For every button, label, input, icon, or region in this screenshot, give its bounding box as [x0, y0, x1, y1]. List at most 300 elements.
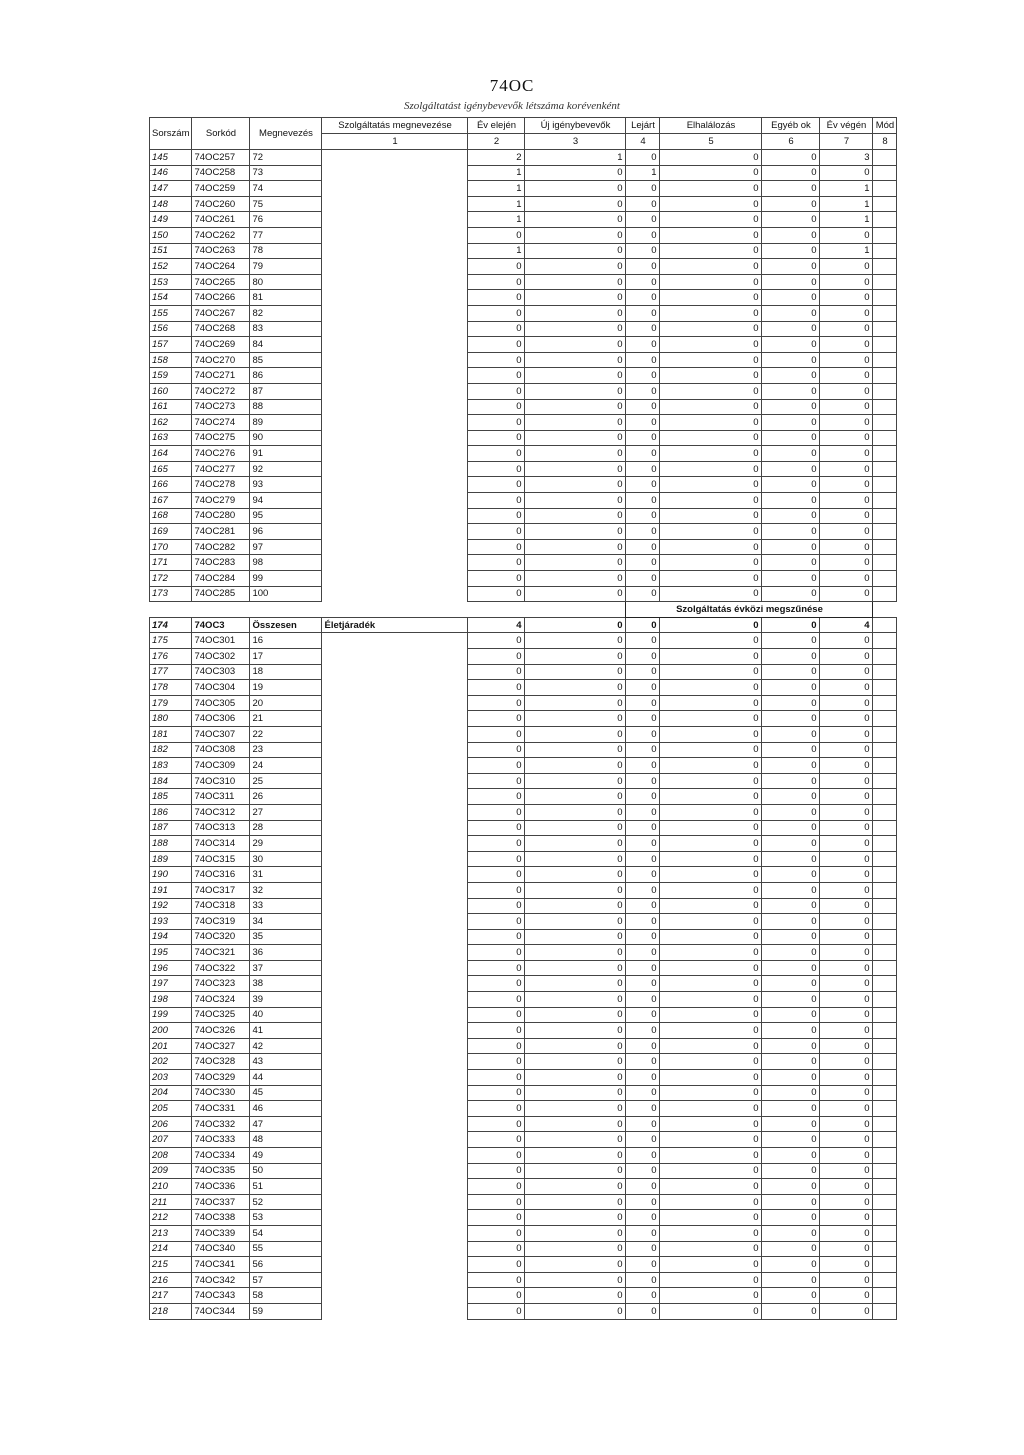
- mod-cell: [873, 804, 897, 820]
- ev-elejen-value: 0: [468, 695, 525, 711]
- ev-vegen-value: 0: [820, 1194, 873, 1210]
- service-cell: [322, 992, 468, 1008]
- ev-elejen-value: 0: [468, 1070, 525, 1086]
- lejart-value: 0: [626, 992, 660, 1008]
- row-number: 211: [150, 1194, 192, 1210]
- row-code: 74OC284: [192, 571, 250, 587]
- elhalalozas-value: 0: [660, 1054, 762, 1070]
- row-code: 74OC279: [192, 493, 250, 509]
- elhalalozas-value: 0: [660, 555, 762, 571]
- row-code: 74OC313: [192, 820, 250, 836]
- ev-vegen-value: 0: [820, 352, 873, 368]
- egyeb-value: 0: [762, 259, 820, 275]
- row-number: 202: [150, 1054, 192, 1070]
- uj-value: 0: [525, 773, 626, 789]
- table-row: [150, 1038, 897, 1054]
- uj-value: 0: [525, 415, 626, 431]
- elhalalozas-value: 0: [660, 820, 762, 836]
- uj-value: 0: [525, 196, 626, 212]
- elhalalozas-value: 0: [660, 290, 762, 306]
- elhalalozas-value: 0: [660, 992, 762, 1008]
- row-code: 74OC334: [192, 1148, 250, 1164]
- row-name: 36: [250, 945, 322, 961]
- mod-cell: [873, 898, 897, 914]
- lejart-value: 0: [626, 461, 660, 477]
- elhalalozas-value: 0: [660, 399, 762, 415]
- row-name: 92: [250, 461, 322, 477]
- service-cell: [322, 446, 468, 462]
- row-number: 167: [150, 493, 192, 509]
- row-number: 195: [150, 945, 192, 961]
- uj-value: 0: [525, 836, 626, 852]
- ev-vegen-value: 0: [820, 742, 873, 758]
- row-name: 24: [250, 758, 322, 774]
- row-name: 55: [250, 1241, 322, 1257]
- row-name: 26: [250, 789, 322, 805]
- mod-cell: [873, 227, 897, 243]
- ev-vegen-value: 0: [820, 477, 873, 493]
- table-row: [150, 555, 897, 571]
- ev-elejen-value: 0: [468, 383, 525, 399]
- uj-value: 0: [525, 1179, 626, 1195]
- header-sorkod: Sorkód: [192, 118, 250, 150]
- table-row: [150, 259, 897, 275]
- row-code: 74OC268: [192, 321, 250, 337]
- service-terminated-banner: Szolgáltatás évközi megszűnése: [626, 602, 873, 618]
- elhalalozas-value: 0: [660, 742, 762, 758]
- ev-elejen-value: 0: [468, 804, 525, 820]
- service-cell: [322, 399, 468, 415]
- lejart-value: 0: [626, 976, 660, 992]
- header-megnevezes: Megnevezés: [250, 118, 322, 150]
- table-row: [150, 477, 897, 493]
- service-cell: [322, 1007, 468, 1023]
- egyeb-value: 0: [762, 836, 820, 852]
- table-row: [150, 649, 897, 665]
- service-cell: [322, 212, 468, 228]
- mod-cell: [873, 1288, 897, 1304]
- service-cell: [322, 1225, 468, 1241]
- row-name: 73: [250, 165, 322, 181]
- row-number: 184: [150, 773, 192, 789]
- table-row: [150, 1272, 897, 1288]
- row-name: 54: [250, 1225, 322, 1241]
- egyeb-value: 0: [762, 555, 820, 571]
- egyeb-value: 0: [762, 1163, 820, 1179]
- mod-cell: [873, 477, 897, 493]
- uj-value: 0: [525, 555, 626, 571]
- row-number: 188: [150, 836, 192, 852]
- table-row: [150, 181, 897, 197]
- data-table: [149, 117, 897, 1320]
- row-code: 74OC327: [192, 1038, 250, 1054]
- ev-vegen-value: 0: [820, 1148, 873, 1164]
- service-cell: [322, 898, 468, 914]
- row-number: 162: [150, 415, 192, 431]
- ev-vegen-value: 0: [820, 571, 873, 587]
- table-row: [150, 383, 897, 399]
- row-number: 197: [150, 976, 192, 992]
- ev-vegen-value: 0: [820, 851, 873, 867]
- row-name: 72: [250, 150, 322, 166]
- row-number: 163: [150, 430, 192, 446]
- lejart-value: 0: [626, 259, 660, 275]
- elhalalozas-value: 0: [660, 726, 762, 742]
- uj-value: 0: [525, 882, 626, 898]
- ev-vegen-value: 1: [820, 181, 873, 197]
- table-row: [150, 914, 897, 930]
- elhalalozas-value: 0: [660, 321, 762, 337]
- table-row: [150, 165, 897, 181]
- ev-elejen-value: 0: [468, 851, 525, 867]
- mod-cell: [873, 539, 897, 555]
- elhalalozas-value: 0: [660, 1007, 762, 1023]
- row-code: 74OC272: [192, 383, 250, 399]
- row-code: 74OC336: [192, 1179, 250, 1195]
- row-number: 176: [150, 649, 192, 665]
- lejart-value: 0: [626, 898, 660, 914]
- uj-value: 0: [525, 227, 626, 243]
- egyeb-value: 0: [762, 571, 820, 587]
- lejart-value: 0: [626, 477, 660, 493]
- header-row: [150, 118, 897, 134]
- elhalalozas-value: 0: [660, 664, 762, 680]
- mod-cell: [873, 1163, 897, 1179]
- uj-value: 0: [525, 1194, 626, 1210]
- mod-cell: [873, 1303, 897, 1319]
- egyeb-value: 0: [762, 337, 820, 353]
- service-cell: [322, 867, 468, 883]
- uj-value: 0: [525, 945, 626, 961]
- row-name: 51: [250, 1179, 322, 1195]
- row-number: 210: [150, 1179, 192, 1195]
- table-row: [150, 680, 897, 696]
- ev-vegen-value: 0: [820, 882, 873, 898]
- uj-value: 0: [525, 742, 626, 758]
- row-code: 74OC262: [192, 227, 250, 243]
- row-name: 58: [250, 1288, 322, 1304]
- uj-value: 0: [525, 1038, 626, 1054]
- egyeb-value: 0: [762, 726, 820, 742]
- ev-vegen-value: 0: [820, 415, 873, 431]
- ev-vegen-value: 0: [820, 586, 873, 602]
- service-cell: [322, 664, 468, 680]
- service-cell: [322, 1070, 468, 1086]
- elhalalozas-value: 0: [660, 789, 762, 805]
- ev-elejen-value: 0: [468, 945, 525, 961]
- mod-cell: [873, 571, 897, 587]
- row-number: 165: [150, 461, 192, 477]
- row-name: 84: [250, 337, 322, 353]
- table-row: [150, 1225, 897, 1241]
- egyeb-value: 0: [762, 804, 820, 820]
- lejart-value: 0: [626, 368, 660, 384]
- mod-cell: [873, 430, 897, 446]
- header-elhalalozas: Elhalálozás: [660, 118, 762, 134]
- page-title: 74OC: [489, 76, 535, 95]
- row-code: 74OC312: [192, 804, 250, 820]
- ev-vegen-value: 0: [820, 321, 873, 337]
- row-name: 85: [250, 352, 322, 368]
- egyeb-value: 0: [762, 1272, 820, 1288]
- ev-vegen-value: 0: [820, 1241, 873, 1257]
- row-number: 178: [150, 680, 192, 696]
- row-name: 89: [250, 415, 322, 431]
- table-row: [150, 695, 897, 711]
- row-number: 187: [150, 820, 192, 836]
- table-row: [150, 992, 897, 1008]
- ev-elejen-value: 0: [468, 711, 525, 727]
- lejart-value: 0: [626, 758, 660, 774]
- row-code: 74OC274: [192, 415, 250, 431]
- elhalalozas-value: 0: [660, 649, 762, 665]
- row-number: 164: [150, 446, 192, 462]
- row-code: 74OC318: [192, 898, 250, 914]
- ev-elejen-value: 0: [468, 368, 525, 384]
- mod-cell: [873, 212, 897, 228]
- elhalalozas-value: 0: [660, 960, 762, 976]
- uj-value: 0: [525, 726, 626, 742]
- col-number: 6: [762, 134, 820, 150]
- row-number: 192: [150, 898, 192, 914]
- table-row: [150, 898, 897, 914]
- elhalalozas-value: 0: [660, 1101, 762, 1117]
- mod-cell: [873, 274, 897, 290]
- spacer-cell: [192, 602, 250, 618]
- header-ev-elejen: Év elején: [468, 118, 525, 134]
- lejart-value: 0: [626, 1148, 660, 1164]
- row-name: 88: [250, 399, 322, 415]
- egyeb-value: 0: [762, 586, 820, 602]
- uj-value: 0: [525, 1225, 626, 1241]
- uj-value: 0: [525, 1085, 626, 1101]
- mod-cell: [873, 1132, 897, 1148]
- uj-value: 1: [525, 150, 626, 166]
- mod-cell: [873, 820, 897, 836]
- uj-value: 0: [525, 461, 626, 477]
- mod-cell: [873, 758, 897, 774]
- ev-elejen-value: 0: [468, 524, 525, 540]
- ev-vegen-value: 0: [820, 1085, 873, 1101]
- col-number: 4: [626, 134, 660, 150]
- lejart-value: 0: [626, 1007, 660, 1023]
- ev-elejen-value: 0: [468, 1148, 525, 1164]
- service-cell: [322, 430, 468, 446]
- lejart-value: 0: [626, 383, 660, 399]
- mod-cell: [873, 461, 897, 477]
- row-number: 157: [150, 337, 192, 353]
- ev-elejen-value: 0: [468, 867, 525, 883]
- service-cell: [322, 695, 468, 711]
- elhalalozas-value: 0: [660, 1257, 762, 1273]
- ev-vegen-value: 0: [820, 383, 873, 399]
- ev-vegen-value: 0: [820, 1303, 873, 1319]
- mod-cell: [873, 524, 897, 540]
- ev-elejen-value: 1: [468, 243, 525, 259]
- row-code: 74OC285: [192, 586, 250, 602]
- elhalalozas-value: 0: [660, 1085, 762, 1101]
- mod-cell: [873, 633, 897, 649]
- uj-value: 0: [525, 1272, 626, 1288]
- lejart-value: 0: [626, 243, 660, 259]
- table-row: [150, 726, 897, 742]
- row-code: 74OC328: [192, 1054, 250, 1070]
- egyeb-value: 0: [762, 1101, 820, 1117]
- row-name: 37: [250, 960, 322, 976]
- lejart-value: 0: [626, 321, 660, 337]
- elhalalozas-value: 0: [660, 586, 762, 602]
- service-cell: [322, 305, 468, 321]
- table-row: [150, 415, 897, 431]
- uj-value: 0: [525, 914, 626, 930]
- ev-elejen-value: 0: [468, 1023, 525, 1039]
- uj-value: 0: [525, 1070, 626, 1086]
- lejart-value: 0: [626, 305, 660, 321]
- row-name: 100: [250, 586, 322, 602]
- header-egyeb-ok: Egyéb ok: [762, 118, 820, 134]
- egyeb-value: 0: [762, 383, 820, 399]
- egyeb-value: 0: [762, 1288, 820, 1304]
- lejart-value: 0: [626, 539, 660, 555]
- service-cell: [322, 1148, 468, 1164]
- ev-elejen-value: 0: [468, 1179, 525, 1195]
- table-row: [150, 1132, 897, 1148]
- row-name: 18: [250, 664, 322, 680]
- row-number: 206: [150, 1116, 192, 1132]
- egyeb-value: 0: [762, 1007, 820, 1023]
- row-name: 35: [250, 929, 322, 945]
- elhalalozas-value: 0: [660, 524, 762, 540]
- lejart-value: 0: [626, 773, 660, 789]
- row-code: 74OC276: [192, 446, 250, 462]
- mod-cell: [873, 773, 897, 789]
- lejart-value: 0: [626, 1163, 660, 1179]
- mod-cell: [873, 1194, 897, 1210]
- egyeb-value: 0: [762, 399, 820, 415]
- service-cell: [322, 196, 468, 212]
- lejart-value: 0: [626, 352, 660, 368]
- elhalalozas-value: 0: [660, 493, 762, 509]
- elhalalozas-value: 0: [660, 571, 762, 587]
- row-number: 208: [150, 1148, 192, 1164]
- service-cell: [322, 976, 468, 992]
- ev-vegen-value: 0: [820, 929, 873, 945]
- col-number: 3: [525, 134, 626, 150]
- mod-cell: [873, 508, 897, 524]
- lejart-value: 0: [626, 571, 660, 587]
- ev-elejen-value: 0: [468, 726, 525, 742]
- service-cell: [322, 1241, 468, 1257]
- uj-value: 0: [525, 368, 626, 384]
- uj-value: 0: [525, 399, 626, 415]
- service-cell: [322, 181, 468, 197]
- ev-vegen-value: 0: [820, 758, 873, 774]
- row-code: 74OC270: [192, 352, 250, 368]
- row-code: 74OC316: [192, 867, 250, 883]
- row-code: 74OC325: [192, 1007, 250, 1023]
- lejart-value: 0: [626, 914, 660, 930]
- elhalalozas-value: 0: [660, 836, 762, 852]
- ev-elejen-value: 4: [468, 617, 525, 633]
- row-number: 189: [150, 851, 192, 867]
- ev-vegen-value: 0: [820, 305, 873, 321]
- service-cell: [322, 321, 468, 337]
- ev-elejen-value: 1: [468, 196, 525, 212]
- row-code: 74OC321: [192, 945, 250, 961]
- table-row: [150, 633, 897, 649]
- uj-value: 0: [525, 1101, 626, 1117]
- row-code: 74OC329: [192, 1070, 250, 1086]
- service-cell: [322, 1054, 468, 1070]
- ev-elejen-value: 2: [468, 150, 525, 166]
- table-row: [150, 1101, 897, 1117]
- spacer-cell: [150, 602, 192, 618]
- row-name: 52: [250, 1194, 322, 1210]
- lejart-value: 0: [626, 415, 660, 431]
- uj-value: 0: [525, 1210, 626, 1226]
- ev-vegen-value: 0: [820, 1179, 873, 1195]
- mod-cell: [873, 1272, 897, 1288]
- table-row: [150, 1210, 897, 1226]
- service-cell: [322, 1194, 468, 1210]
- table-row: [150, 1054, 897, 1070]
- ev-vegen-value: 0: [820, 804, 873, 820]
- elhalalozas-value: 0: [660, 227, 762, 243]
- uj-value: 0: [525, 1163, 626, 1179]
- uj-value: 0: [525, 446, 626, 462]
- row-code: 74OC333: [192, 1132, 250, 1148]
- elhalalozas-value: 0: [660, 882, 762, 898]
- service-cell: [322, 649, 468, 665]
- row-number: 179: [150, 695, 192, 711]
- ev-vegen-value: 0: [820, 274, 873, 290]
- ev-elejen-value: 0: [468, 586, 525, 602]
- ev-elejen-value: 0: [468, 649, 525, 665]
- service-cell: [322, 758, 468, 774]
- ev-vegen-value: 0: [820, 446, 873, 462]
- egyeb-value: 0: [762, 1038, 820, 1054]
- mod-cell: [873, 695, 897, 711]
- ev-vegen-value: 0: [820, 493, 873, 509]
- row-name: 17: [250, 649, 322, 665]
- mod-cell: [873, 1085, 897, 1101]
- uj-value: 0: [525, 243, 626, 259]
- elhalalozas-value: 0: [660, 383, 762, 399]
- service-cell: [322, 1023, 468, 1039]
- mod-cell: [873, 1210, 897, 1226]
- row-number: 204: [150, 1085, 192, 1101]
- mod-cell: [873, 1116, 897, 1132]
- row-number: 198: [150, 992, 192, 1008]
- elhalalozas-value: 0: [660, 1148, 762, 1164]
- table-row: [150, 352, 897, 368]
- uj-value: 0: [525, 539, 626, 555]
- ev-elejen-value: 0: [468, 274, 525, 290]
- ev-vegen-value: 0: [820, 1023, 873, 1039]
- table-row: [150, 945, 897, 961]
- elhalalozas-value: 0: [660, 680, 762, 696]
- row-number: 185: [150, 789, 192, 805]
- row-name: 49: [250, 1148, 322, 1164]
- row-code: 74OC263: [192, 243, 250, 259]
- row-code: 74OC266: [192, 290, 250, 306]
- lejart-value: 0: [626, 337, 660, 353]
- elhalalozas-value: 0: [660, 773, 762, 789]
- lejart-value: 0: [626, 150, 660, 166]
- ev-elejen-value: 0: [468, 820, 525, 836]
- lejart-value: 0: [626, 617, 660, 633]
- row-code: 74OC339: [192, 1225, 250, 1241]
